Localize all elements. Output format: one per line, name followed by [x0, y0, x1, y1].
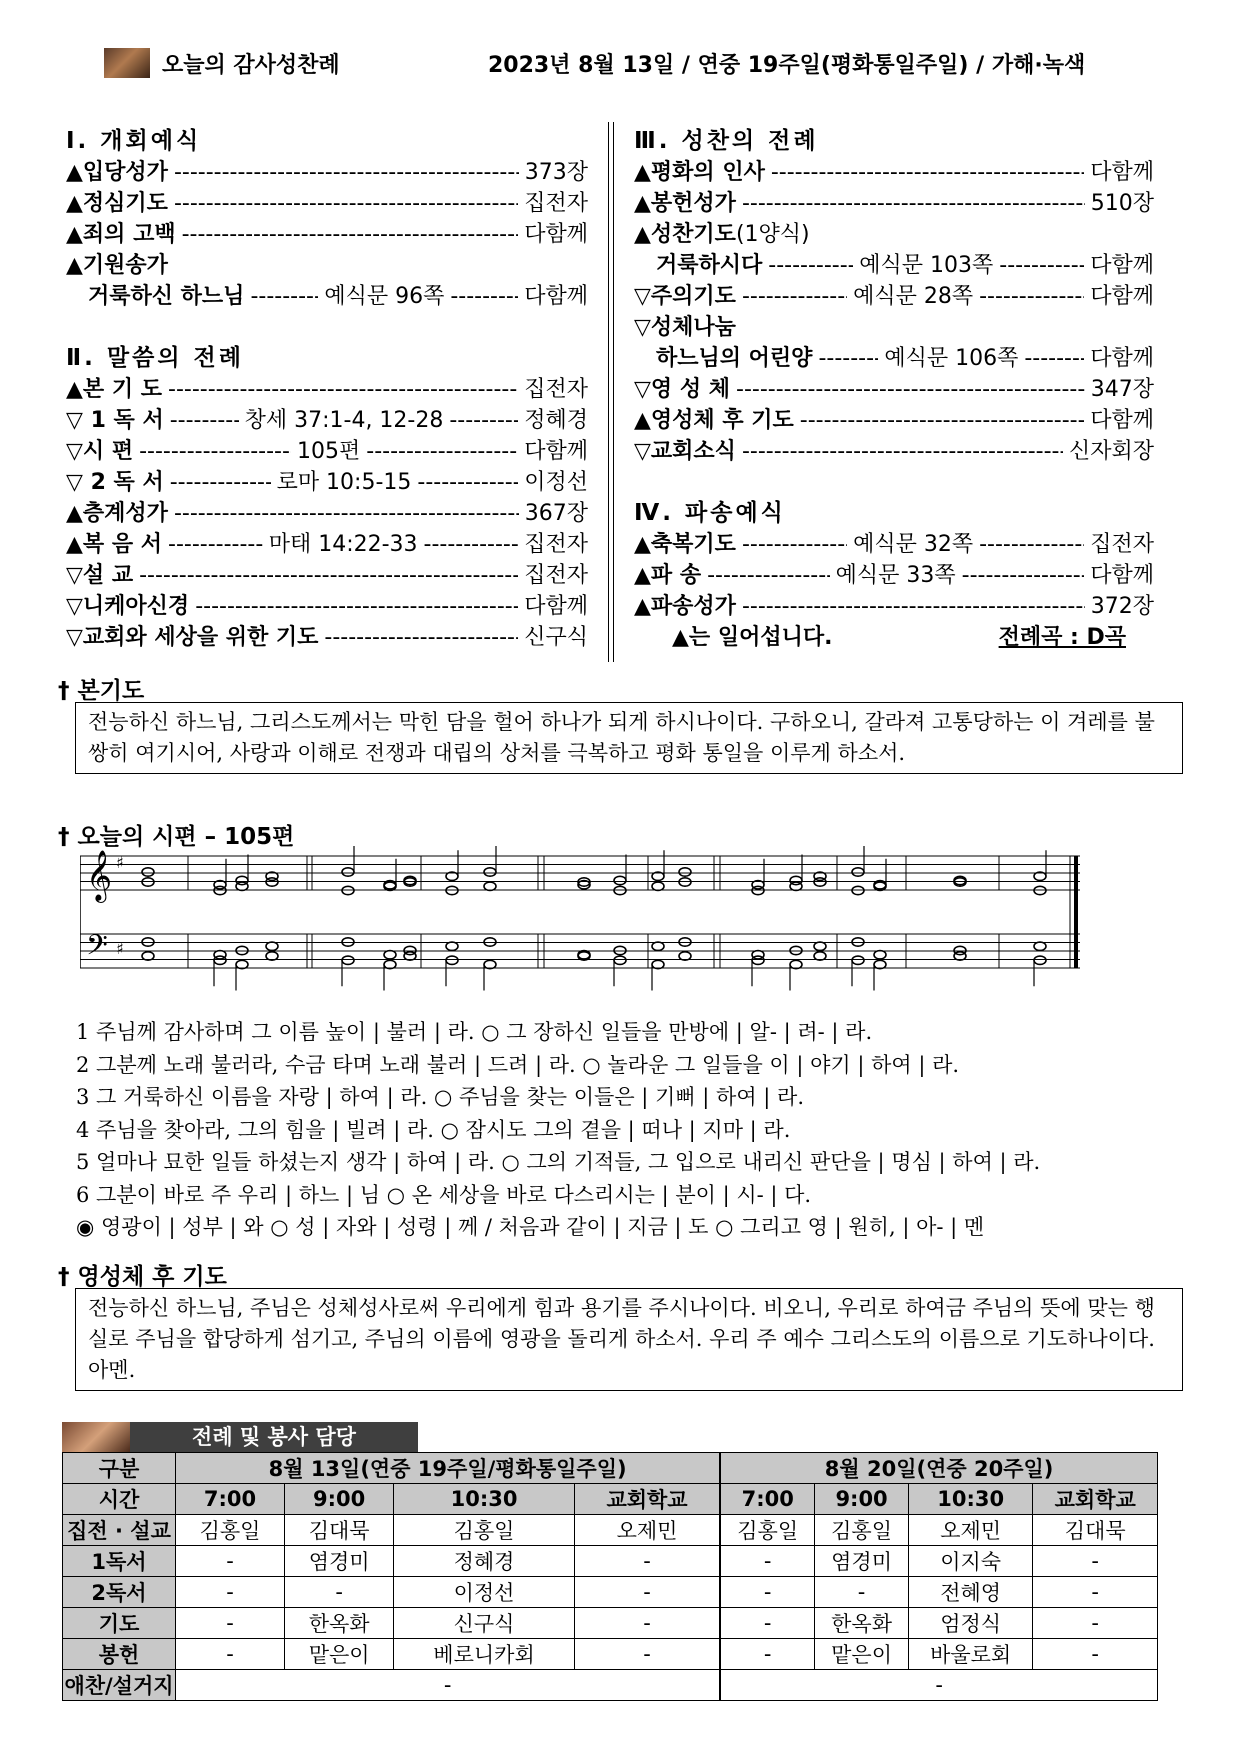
eucharist-leader — [818, 343, 878, 374]
dismissal-ref: 예식문 32쪽 — [853, 532, 974, 557]
psalm-verse: ◉ 영광이 | 성부 | 와 ○ 성 | 자와 | 성령 | 께 / 처음과 같이 | 지금 | 도 ○ 그리고 영 | 원히, | 아- | 멘 — [76, 1215, 985, 1239]
eucharist-role: 다함께 — [1090, 160, 1154, 185]
eucharist-row — [634, 188, 1154, 219]
dismissal-leader — [742, 529, 847, 560]
duty-row — [63, 1670, 1158, 1701]
dismissal-ref: 예식문 33쪽 — [835, 563, 956, 588]
word-role: 정혜경 — [524, 408, 589, 433]
eucharist-label: ▲봉헌성가 — [634, 191, 736, 216]
word-leader — [424, 529, 519, 560]
eucharist-role: 다함께 — [1090, 408, 1154, 433]
section-dismissal-title: Ⅳ. 파송예식 — [634, 500, 786, 526]
duty-cell: 맡은이 — [285, 1639, 394, 1670]
eucharist-leader — [742, 188, 1085, 219]
opening-role: 373장 — [524, 160, 588, 185]
psalm-score — [80, 846, 1090, 998]
opening-row — [66, 281, 588, 312]
word-ref: 창세 37:1-4, 12-28 — [244, 408, 444, 433]
duty-role-name: 집전 · 설교 — [63, 1515, 176, 1546]
footnote-row — [634, 622, 1154, 653]
psalm-verse: 2 그분께 노래 불러라, 수금 타며 노래 불러 | 드려 | 라. ○ 놀라운 그 일들을 이 | 야기 | 하여 | 라. — [76, 1052, 960, 1077]
duty-cell: 오제민 — [574, 1515, 720, 1546]
eucharist-note: (1양식) — [735, 222, 810, 247]
dismissal-leader — [979, 529, 1084, 560]
header-photo — [104, 48, 150, 78]
psalm-verse: 4 주님을 찾아라, 그의 힘을 | 빌려 | 라. ○ 잠시도 그의 곁을 | 떠나 | 지마 | 라. — [76, 1117, 791, 1142]
eucharist-leader — [999, 250, 1084, 281]
duty-row — [63, 1546, 1158, 1577]
section-opening-title: Ⅰ. 개회예식 — [66, 128, 202, 154]
eucharist-role: 다함께 — [1090, 284, 1155, 309]
opening-leader — [174, 157, 519, 188]
word-row — [66, 560, 588, 591]
opening-role: 다함께 — [524, 222, 588, 247]
opening-role: 다함께 — [524, 284, 589, 309]
opening-label: ▲죄의 고백 — [66, 222, 176, 247]
duty-cell: 김홍일 — [394, 1515, 575, 1546]
duty-title: 전례 및 봉사 담당 — [130, 1422, 418, 1452]
score-mark — [954, 952, 966, 960]
eucharist-leader — [742, 436, 1063, 467]
word-label: ▽설 교 — [66, 563, 134, 588]
word-row — [66, 591, 588, 622]
word-label: ▽교회와 세상을 위한 기도 — [66, 625, 319, 650]
eucharist-row — [634, 281, 1154, 312]
duty-cell: - — [574, 1546, 720, 1577]
eucharist-ref: 예식문 106쪽 — [884, 346, 1019, 371]
word-leader — [449, 405, 518, 436]
liturgy-tune: 전례곡 : D곡 — [998, 625, 1126, 650]
duty-cell: - — [176, 1639, 285, 1670]
psalm-verse: 6 그분이 바로 주 우리 | 하느 | 님 ○ 온 세상을 바로 다스리시는 | 분이 | 시- | 다. — [76, 1182, 812, 1207]
opening-leader — [450, 281, 518, 312]
score-mark — [852, 868, 864, 876]
word-row — [66, 436, 588, 467]
score-mark — [1034, 942, 1046, 950]
duty-cell: - — [1033, 1577, 1158, 1608]
score-mark — [874, 951, 886, 959]
score-mark — [236, 960, 248, 968]
word-row — [66, 622, 588, 653]
duty-time: 10:30 — [394, 1484, 575, 1515]
score-mark: ♯ — [116, 939, 124, 958]
music-score-icon — [80, 846, 1090, 998]
duty-cell: - — [574, 1608, 720, 1639]
eucharist-label: 하느님의 어린양 — [656, 346, 813, 371]
score-mark — [446, 956, 458, 964]
duty-role-name: 애찬/설거지 — [63, 1670, 176, 1701]
opening-leader — [182, 219, 519, 250]
word-leader — [417, 467, 518, 498]
duty-time: 교회학교 — [574, 1484, 720, 1515]
psalm-verse: 1 주님께 감사하며 그 이름 높이 | 불러 | 라. ○ 그 장하신 일들을 만방에 | 알- | 려- | 라. — [76, 1020, 873, 1044]
duty-cell: - — [720, 1577, 814, 1608]
postcommunion-text: 전능하신 하느님, 주님은 성체성사로써 우리에게 힘과 용기를 주시나이다. 비오니, 우리로 하여금 주님의 뜻에 맞는 행실로 주님을 합당하게 섬기고, 주님의 이름에 영광을 돌리게 하소서. 우리 주 예수 그리스도의 이름으로 기도하나이다. 아멘. — [75, 1288, 1183, 1391]
score-mark — [614, 956, 626, 964]
service-date: 2023년 8월 13일 / 연중 19주일(평화통일주일) / 가해·녹색 — [488, 53, 1086, 78]
duty-cell: 베로니카회 — [394, 1639, 575, 1670]
psalm-verse: 5 얼마나 묘한 일들 하셨는지 생각 | 하여 | 라. ○ 그의 기적들, 그 입으로 내리신 판단을 | 명심 | 하여 | 라. — [76, 1150, 1041, 1174]
score-mark — [852, 956, 864, 964]
score-mark — [652, 942, 664, 950]
stand-note: ▲는 일어섭니다. — [672, 625, 833, 650]
word-label: ▲층계성가 — [66, 501, 168, 526]
eucharist-label: ▲성찬기도 — [634, 222, 736, 247]
duty-date2: 8월 20일(연중 20주일) — [720, 1453, 1157, 1484]
eucharist-row — [634, 436, 1154, 467]
eucharist-role: 신자회장 — [1068, 439, 1154, 464]
score-mark — [652, 960, 664, 968]
duty-cell: - — [720, 1670, 1157, 1701]
eucharist-label: 거룩하시다 — [656, 253, 763, 278]
duty-row — [63, 1608, 1158, 1639]
duty-cell: 이정선 — [394, 1577, 575, 1608]
duty-cell: 맡은이 — [815, 1639, 909, 1670]
word-label: ▽ 2 독 서 — [66, 470, 164, 495]
collect-text: 전능하신 하느님, 그리스도께서는 막힌 담을 헐어 하나가 되게 하시나이다. 구하오니, 갈라져 고통당하는 이 겨레를 불쌍히 여기시어, 사랑과 이해로 전쟁과 대립의 상처를 극복하고 평화 통일을 이루게 하소서. — [75, 702, 1183, 774]
psalm-heading: † 오늘의 시편 – 105편 — [58, 824, 295, 850]
page-title: 오늘의 감사성찬례 — [162, 53, 340, 78]
score-mark — [652, 882, 664, 890]
duty-row — [63, 1515, 1158, 1546]
word-ref: 로마 10:5-15 — [276, 470, 412, 495]
duty-cell: 김홍일 — [720, 1515, 814, 1546]
dismissal-row — [634, 560, 1154, 591]
opening-row — [66, 188, 588, 219]
eucharist-label: ▲평화의 인사 — [634, 160, 765, 185]
duty-cell: 김홍일 — [176, 1515, 285, 1546]
psalm-verses — [76, 1016, 1166, 1244]
duty-time: 7:00 — [176, 1484, 285, 1515]
score-mark — [679, 952, 691, 960]
eucharist-label: ▲영성체 후 기도 — [634, 408, 794, 433]
left-order-column — [66, 126, 588, 653]
word-label: ▲본 기 도 — [66, 377, 162, 402]
eucharist-role: 510장 — [1090, 191, 1154, 216]
opening-label: ▲기원송가 — [66, 253, 168, 278]
eucharist-role: 다함께 — [1090, 346, 1155, 371]
score-mark — [384, 951, 396, 959]
eucharist-row — [634, 374, 1154, 405]
postcommunion-heading: † 영성체 후 기도 — [58, 1264, 227, 1290]
score-mark — [404, 952, 416, 960]
score-mark — [266, 942, 278, 950]
eucharist-leader — [771, 157, 1084, 188]
duty-date1: 8월 13일(연중 19주일/평화통일주일) — [176, 1453, 721, 1484]
eucharist-label: ▽교회소식 — [634, 439, 736, 464]
opening-row — [66, 219, 588, 250]
score-mark — [484, 868, 496, 876]
score-mark — [790, 960, 802, 968]
opening-role: 집전자 — [524, 191, 588, 216]
duty-cell: - — [574, 1639, 720, 1670]
eucharist-role: 347장 — [1090, 377, 1154, 402]
duty-role-name: 봉헌 — [63, 1639, 176, 1670]
word-leader — [366, 436, 518, 467]
opening-label: ▲입당성가 — [66, 160, 168, 185]
score-mark — [814, 942, 826, 950]
score-mark — [614, 876, 626, 884]
duty-cell: - — [1033, 1608, 1158, 1639]
eucharist-label: ▽성체나눔 — [634, 315, 736, 340]
score-mark — [214, 956, 226, 964]
opening-row — [66, 157, 588, 188]
duty-row — [63, 1577, 1158, 1608]
duty-cell: - — [176, 1670, 721, 1701]
word-row — [66, 498, 588, 529]
column-divider — [608, 122, 614, 662]
duty-cell: 한옥화 — [815, 1608, 909, 1639]
duty-col-label: 구분 — [63, 1453, 176, 1484]
duty-photo — [62, 1422, 130, 1452]
duty-role-name: 기도 — [63, 1608, 176, 1639]
eucharist-ref: 예식문 28쪽 — [853, 284, 974, 309]
duty-cell: 바울로회 — [908, 1639, 1032, 1670]
eucharist-leader — [800, 405, 1084, 436]
word-leader — [168, 374, 518, 405]
dismissal-row — [634, 529, 1154, 560]
duty-cell: 오제민 — [908, 1515, 1032, 1546]
word-leader — [139, 436, 291, 467]
psalm-verse: 3 그 거룩하신 이름을 자랑 | 하여 | 라. ○ 주님을 찾는 이들은 | 기뻐 | 하여 | 라. — [76, 1085, 805, 1109]
eucharist-leader — [742, 281, 847, 312]
score-mark — [874, 960, 886, 968]
score-mark — [790, 882, 802, 890]
score-mark — [236, 882, 248, 890]
duty-cell: - — [176, 1546, 285, 1577]
eucharist-label: ▽영 성 체 — [634, 377, 730, 402]
section-dismissal-list — [634, 529, 1154, 622]
dismissal-role: 372장 — [1090, 594, 1154, 619]
dismissal-label: ▲축복기도 — [634, 532, 736, 557]
duty-role-name: 2독서 — [63, 1577, 176, 1608]
duty-time: 교회학교 — [1033, 1484, 1158, 1515]
duty-role-name: 1독서 — [63, 1546, 176, 1577]
duty-cell: - — [1033, 1639, 1158, 1670]
score-mark — [484, 960, 496, 968]
duty-cell: - — [720, 1608, 814, 1639]
eucharist-row — [634, 312, 1154, 343]
score-mark — [814, 952, 826, 960]
duty-time-row — [63, 1484, 1158, 1515]
duty-time: 7:00 — [720, 1484, 814, 1515]
score-mark — [1034, 956, 1046, 964]
duty-time: 9:00 — [285, 1484, 394, 1515]
word-leader — [324, 622, 518, 653]
score-mark: ♯ — [116, 853, 124, 872]
eucharist-ref: 예식문 103쪽 — [859, 253, 994, 278]
eucharist-row — [634, 157, 1154, 188]
word-role: 다함께 — [524, 594, 588, 619]
word-role: 이정선 — [524, 470, 589, 495]
opening-label: 거룩하신 하느님 — [88, 284, 245, 309]
opening-leader — [250, 281, 318, 312]
duty-cell: - — [1033, 1546, 1158, 1577]
right-order-column — [634, 126, 1154, 653]
opening-leader — [174, 188, 518, 219]
section-eucharist-title: Ⅲ. 성찬의 전례 — [634, 128, 819, 154]
word-label: ▲복 음 서 — [66, 532, 162, 557]
duty-cell: 염경미 — [285, 1546, 394, 1577]
opening-row — [66, 250, 588, 281]
duty-cell: 염경미 — [815, 1546, 909, 1577]
score-mark: 𝄞 — [86, 850, 113, 901]
word-ref: 105편 — [297, 439, 361, 464]
duty-cell: 신구식 — [394, 1608, 575, 1639]
section-word-list — [66, 374, 588, 653]
section-opening-list — [66, 157, 588, 312]
dismissal-row — [634, 591, 1154, 622]
eucharist-role: 다함께 — [1090, 253, 1154, 278]
score-mark — [342, 956, 354, 964]
word-leader — [195, 591, 518, 622]
word-role: 집전자 — [524, 532, 589, 557]
eucharist-leader — [768, 250, 853, 281]
duty-cell: 정혜경 — [394, 1546, 575, 1577]
eucharist-row — [634, 405, 1154, 436]
duty-cell: - — [815, 1577, 909, 1608]
eucharist-label: ▽주의기도 — [634, 284, 736, 309]
score-mark — [679, 868, 691, 876]
duty-row — [63, 1639, 1158, 1670]
word-leader — [168, 529, 263, 560]
score-mark — [342, 868, 354, 876]
page-header — [104, 48, 1134, 82]
duty-time: 9:00 — [815, 1484, 909, 1515]
eucharist-row — [634, 250, 1154, 281]
word-role: 367장 — [524, 501, 588, 526]
eucharist-row — [634, 219, 1154, 250]
dismissal-role: 집전자 — [1090, 532, 1155, 557]
duty-cell: 김대묵 — [1033, 1515, 1158, 1546]
duty-table-wrap — [62, 1452, 1158, 1701]
word-row — [66, 467, 588, 498]
duty-title-bar — [62, 1422, 418, 1452]
dismissal-role: 다함께 — [1090, 563, 1155, 588]
score-mark — [266, 952, 278, 960]
dismissal-label: ▲파 송 — [634, 563, 702, 588]
opening-ref: 예식문 96쪽 — [324, 284, 445, 309]
word-label: ▽시 편 — [66, 439, 134, 464]
duty-cell: 이지숙 — [908, 1546, 1032, 1577]
duty-header-row — [63, 1453, 1158, 1484]
word-role: 집전자 — [524, 377, 588, 402]
score-mark — [484, 882, 496, 890]
eucharist-leader — [1024, 343, 1084, 374]
word-leader — [139, 560, 518, 591]
duty-cell: - — [720, 1546, 814, 1577]
collect-heading: † 본기도 — [58, 678, 145, 704]
opening-label: ▲정심기도 — [66, 191, 168, 216]
eucharist-row — [634, 343, 1154, 374]
eucharist-leader — [736, 374, 1085, 405]
section-eucharist-list — [634, 157, 1154, 467]
score-mark: 𝄢 — [86, 929, 108, 969]
word-ref: 마태 14:22-33 — [268, 532, 418, 557]
duty-cell: - — [720, 1639, 814, 1670]
duty-cell: 김홍일 — [815, 1515, 909, 1546]
duty-time-label: 시간 — [63, 1484, 176, 1515]
dismissal-leader — [707, 560, 830, 591]
dismissal-leader — [962, 560, 1085, 591]
word-leader — [174, 498, 519, 529]
score-mark — [384, 960, 396, 968]
dismissal-label: ▲파송성가 — [634, 594, 736, 619]
duty-cell: - — [285, 1577, 394, 1608]
duty-table — [62, 1452, 1158, 1701]
score-mark — [752, 956, 764, 964]
score-mark — [446, 942, 458, 950]
word-row — [66, 405, 588, 436]
duty-cell: 엄정식 — [908, 1608, 1032, 1639]
duty-cell: 김대묵 — [285, 1515, 394, 1546]
duty-cell: 한옥화 — [285, 1608, 394, 1639]
eucharist-leader — [979, 281, 1084, 312]
word-leader — [170, 467, 271, 498]
word-label: ▽ 1 독 서 — [66, 408, 164, 433]
duty-cell: - — [574, 1577, 720, 1608]
duty-cell: 전혜영 — [908, 1577, 1032, 1608]
score-mark — [142, 952, 154, 960]
word-row — [66, 529, 588, 560]
word-role: 다함께 — [524, 439, 589, 464]
duty-cell: - — [176, 1577, 285, 1608]
duty-cell: - — [176, 1608, 285, 1639]
word-leader — [170, 405, 239, 436]
word-label: ▽니케아신경 — [66, 594, 190, 619]
duty-time: 10:30 — [908, 1484, 1032, 1515]
word-role: 집전자 — [524, 563, 588, 588]
word-row — [66, 374, 588, 405]
score-mark — [142, 868, 154, 876]
dismissal-leader — [742, 591, 1085, 622]
word-role: 신구식 — [524, 625, 588, 650]
section-word-title: Ⅱ. 말씀의 전례 — [66, 345, 244, 371]
